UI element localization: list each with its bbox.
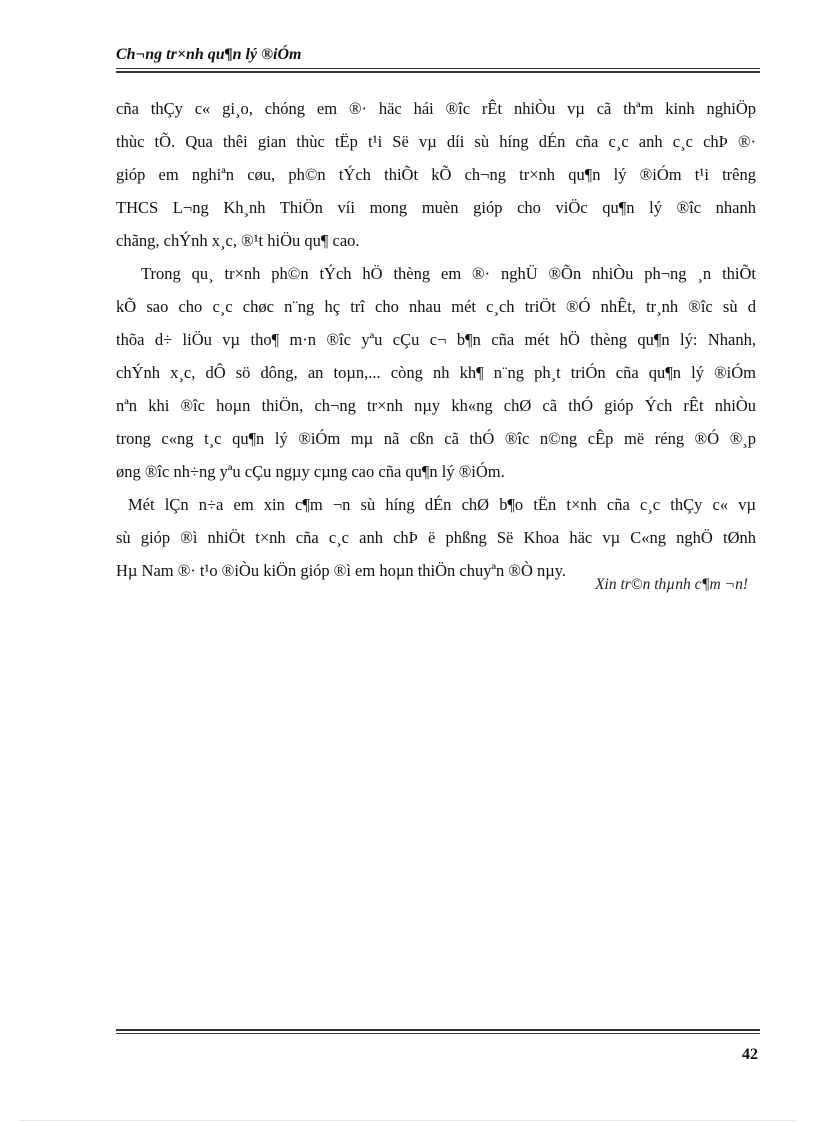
text-line: Trong qu¸ tr×nh ph©n tÝch hÖ thèng em ®· nghÜ ®Õn nhiÒu ph¬ng ¸n thiÕt xyxy=(141,264,756,283)
text-line: sù gióp ®ì nhiÖt t×nh cña c¸c anh chÞ ë phßng Së Khoa häc vµ C«ng nghÖ tØnh xyxy=(116,528,756,547)
text-line: thõa d÷ liÖu vµ tho¶ m·n ®îc yªu cÇu c¬ b¶n cña mét hÖ thèng qu¶n lý: Nhanh, xyxy=(116,330,756,349)
text-line: chãng, chÝnh x¸c, ®¹t hiÖu qu¶ cao. xyxy=(116,231,360,250)
text-line: cña thÇy c« gi¸o, chóng em ®· häc hái ®îc rÊt nhiÒu vµ cã thªm kinh nghiÖp xyxy=(116,99,756,118)
paragraph xyxy=(116,257,756,488)
paragraph xyxy=(116,92,756,257)
footer-rule-thick xyxy=(116,1029,760,1031)
text-line: chÝnh x¸c, dÔ sö dông, an toµn,... còng nh kh¶ n¨ng ph¸t triÓn cña qu¶n lý ®iÓm xyxy=(116,363,756,382)
text-line: Mét lÇn n÷a em xin c¶m ¬n sù híng dÉn chØ b¶o tËn t×nh cña c¸c thÇy c« vµ xyxy=(128,495,756,514)
page-number: 42 xyxy=(742,1046,758,1063)
text-line: thùc tÕ. Qua thêi gian thùc tËp t¹i Së vµ díi sù híng dÉn cña c¸c anh c¸c chÞ ®· xyxy=(116,132,756,151)
page-bottom-dotted-line xyxy=(20,1120,796,1121)
text-line: trong c«ng t¸c qu¶n lý ®iÓm mµ nã cßn cã thÓ ®îc n©ng cÊp më réng ®Ó ®¸p xyxy=(116,429,756,448)
header-title: Ch¬ng tr×nh qu¶n lý ®iÓm xyxy=(116,46,302,63)
footer-rule-thin xyxy=(116,1033,760,1034)
text-line: nªn khi ®îc hoµn thiÖn, ch¬ng tr×nh nµy kh«ng chØ cã thÓ gióp Ých rÊt nhiÒu xyxy=(116,396,756,415)
text-line: THCS L¬ng Kh¸nh ThiÖn víi mong muèn gióp cho viÖc qu¶n lý ®îc nhanh xyxy=(116,198,756,217)
text-line: Hµ Nam ®· t¹o ®iÒu kiÖn gióp ®ì em hoµn thiÖn chuyªn ®Ò nµy. xyxy=(116,561,567,580)
signature: Xin tr©n thµnh c¶m ¬n! xyxy=(595,576,748,593)
text-line: kÕ sao cho c¸c chøc n¨ng hç trî cho nhau mét c¸ch triÖt ®Ó nhÊt, tr¸nh ®îc sù d xyxy=(116,297,756,316)
paragraph xyxy=(116,488,756,587)
header-rule-thin xyxy=(116,68,760,69)
header-rule-thick xyxy=(116,71,760,73)
body-text xyxy=(116,92,756,587)
text-line: gióp em nghiªn cøu, ph©n tÝch thiÕt kÕ ch¬ng tr×nh qu¶n lý ®iÓm t¹i trêng xyxy=(116,165,756,184)
text-line: øng ®îc nh÷ng yªu cÇu ngµy cµng cao cña qu¶n lý ®iÓm. xyxy=(116,462,505,481)
